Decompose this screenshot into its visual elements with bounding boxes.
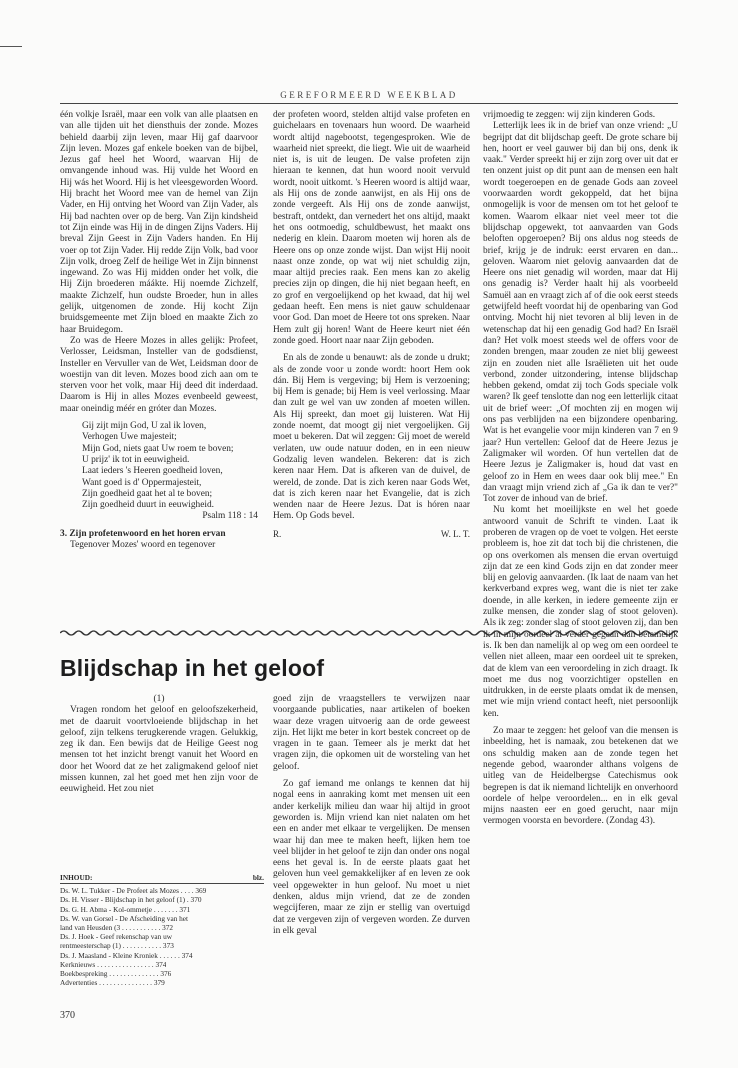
paragraph: één volkje Israël, maar een volk van alle plaatsen en van alle tijden uit het diensthuis der zonde. Mozes behield daarbij zijn leven, maar Hij gaf daarvoor Zijn leven. Mozes gaf enkele boeken van de bijbel, Jezus gaf heel het Woord, waarvan Hij de omvangende inhoud was. Hij vulde het Woord en Hij wás het Woord. Hij is het vleesgeworden Woord. Hij bracht het Woord mee van de hemel van Zijn Vader, en Hij ontving het Woord van Zijn Vader, als Hij bad nachten over op de berg. Van Zijn kindsheid tot Zijn einde was Hij in de dingen Zijns Vaders. Hij breval Zijn Geest in Zijn Vaders handen. En Hij voer op tot Zijn Vader. Hij redde Zijn Volk, bad voor Zijn volk, droeg Zelf de heilige Wet in Zijn binnenst ingewand. Zo was Hij midden onder het volk, die Hij Zijn broederen máákte. Hij noemde Zichzelf, maakte Zichzelf, hun oudste Broeder, hun in alles gelijk, uitgenomen de zonde. Hij kocht Zijn bruidsgemeente met Zijn bloed en maakte Zich zo haar Bruidegom. [60, 110, 258, 335]
poem-line: Want goed is d' Oppermajesteit, [82, 477, 202, 488]
toc-page-label: blz. [252, 873, 264, 882]
toc-entry[interactable]: Ds. J. Maasland - Kleine Kroniek . . . . . . 374 [60, 950, 193, 960]
poem-line: Gij zijt mijn God, U zal ik loven, [82, 421, 207, 432]
toc-entry[interactable]: Ds. G. H. Abma - Kol-ommetje . . . . . . . 371 [60, 904, 191, 914]
psalm-reference: Psalm 118 : 14 [202, 511, 258, 522]
signature-right: W. L. T. [440, 528, 470, 539]
poem-line: Mijn God, niets gaat Uw roem te boven; [82, 443, 234, 454]
lower-column-2 [273, 694, 470, 937]
paragraph: Zo was de Heere Mozes in alles gelijk: Profeet, Verlosser, Leidsman, Insteller van de godsdienst, Insteller en Vervuller van de Wet, Leidsman door de woestijn van dit leven. Mozes bood zich aan om te sterven voor het volk, maar Hij deed dit inderdaad. Daarom is Hij in alles Mozes evenbeeld geweest, maar oneindig méér en gróter dan Mozes. [60, 335, 258, 414]
toc-entry[interactable]: Ds. W. L. Tukker - De Profeet als Mozes . . . . 369 [60, 886, 207, 896]
toc-entry[interactable]: rentmeesterschap (1) . . . . . . . . . . . 373 [60, 941, 174, 951]
signature [273, 529, 470, 540]
paragraph: vrijmoedig te zeggen: wij zijn kinderen Gods. [483, 110, 656, 120]
poem-line: Zijn goedheid gaat het al te boven; [82, 488, 213, 499]
toc-entry[interactable]: land van Heusden (3 . . . . . . . . . . . 372 [60, 923, 174, 933]
toc-heading: INHOUD: [60, 873, 93, 882]
paragraph: Nu komt het moeilijkste en wel het goede antwoord vanuit de Schrift te vinden. Laat ik proberen de vragen op de voet te volgen. Het eerste probleem is, hoe zit dat toch bij die christenen, die op ons overkomen als mensen die ervan overtuigd zijn dat ze een kind Gods zijn en dat zonder meer blij en gelovig aanvaarden. (Ik laat de naam van het kerkverband expres weg, want die is niet ter zake doende, in alle kerken, in iedere gemeente zijn er zulke mensen, die zonder slag of stoot geloven). Als ik zeg: zonder slag of stoot geloven zij, dan ben ik in mijn oordeel al verder gegaan dan betamelijk is. Ik ben dan namelijk al op weg om een oordeel te vellen niet alleen, maar een oordeel uit te spreken, dat de klem van een veroordeling in zich draagt. Ik moet me dus nog voorzichtiger opstellen en uitdrukken, in de eerste plaats omdat ik de mensen, met wie mijn vriend contact heeft, niet persoonlijk ken. [483, 505, 678, 719]
section-heading: 3. Zijn profetenwoord en het horen ervan [60, 528, 226, 539]
paragraph: der profeten woord, stelden altijd valse profeten en guichelaars en tovenaars hun woord. De waarheid wordt altijd nagebootst, tegengesproken. Wie de waarheid niet spreekt, die liegt. Wie uit de waarheid niet is, is uit de leugen. De valse profeten zijn hieraan te kennen, dat hun woord nooit vervuld wordt, nooit uitkomt. 's Heeren woord is altijd waar, als Hij ons de zonde aanwijst, en als Hij ons de zonde vergeeft. Als Hij ons de zonde aanwijst, bestraft, ontdekt, dan vernedert het ons altijd, maakt het ons ootmoedig, schuldbewust, het maakt ons nederig en klein. Daarom moeten wij horen als de Heere ons op onze zonde wijst. Dan wijst Hij nooit naast onze zonde, op wat wij niet schuldig zijn, maar altijd precies raak. Een mens kan zo akelig precies zijn op dingen, die hij niet begaan heeft, en zo grof en vergoelijkend op het kwaad, dat hij wel gedaan heeft. Een mens is niet gauw schuldenaar voor God. Dan moet de Heere tot ons spreken. Naar Hem zult gij horen! Want de Heere keurt niet één zonde goed. Hoort naar naar Zijn geboden. [273, 110, 470, 346]
poem-line: Verhogen Uwe majesteit; [82, 432, 177, 443]
poem-line: Laat ieders 's Heeren goedheid loven, [82, 466, 223, 477]
toc-entry[interactable]: Ds. J. Hoek - Geef rekenschap van uw [60, 932, 173, 942]
toc-entry[interactable]: Ds. W. van Gorsel - De Afscheiding van het [60, 913, 189, 923]
upper-column-2 [273, 110, 470, 540]
article-title: Blijdschap in het geloof [60, 655, 325, 681]
running-header: GEREFORMEERD WEEKBLAD [280, 90, 458, 100]
poem-line: U prijz' ik tot in eeuwigheid. [82, 454, 190, 465]
paragraph: Letterlijk lees ik in de brief van onze vriend: „U begrijpt dat dit blijdschap geeft. De grote schare bij hen, hoort er veel gauwer bij dan bij ons, denk ik vaak." Verder spreekt hij er zijn zorg over uit dat er ten onzent juist op dit punt aan de mensen een halt wordt toegeroepen en de genade Gods aan zoveel voorwaarden wordt gekoppeld, dat het bijna onmogelijk is voor de mensen om tot het geloof te komen. Waarom elkaar niet veel meer tot die blijdschap opgewekt, tot aanvaarden van Gods beloften opgeroepen? Bij ons aldus nog steeds de brief, krijg je de indruk: eerst ervaren en dan... geloven. Waarom niet gelovig aanvaarden dat de Heere ons niet genadig wil worden, maar dat Hij ons genadig is? Verder haalt hij als voorbeeld Samuël aan en vraagt zich af of die ook eerst steeds getwijfeld heeft voordat hij de openbaring van God ontving. Mocht hij niet tevoren al blij leven in de wetenschap dat hij een genadig God had? En Israël dan? Het volk moest steeds wel de offers voor de zonden brengen, maar zouden ze niet blij geweest zijn en zouden niet alle Israëlieten uit het oude verbond, zonder uitzondering, intense blijdschap hebben gekend, omdat zij toch Gods speciale volk waren? Ik geef tenslotte dan nog een letterlijk citaat uit de brief weer: „Of mochten zij en mogen wij ons pas verblijden na een bijzondere openbaring. Wat is het evangelie voor mijn kinderen van 7 en 9 jaar? Hun vertellen: Geloof dat de Heere Jezus je Zaligmaker wil worden. Of hun vertellen dat de Heere Jezus je Zaligmaker is, houd dat vast en geloof zo in Hem en wees daar ook blij mee." En dan vraagt mijn vriend zich af „Ga ik dan te ver?" Tot zover de inhoud van de brief. [483, 121, 678, 505]
paragraph: Zo gaf iemand me onlangs te kennen dat hij nogal eens in aanraking komt met mensen uit een ander kerkelijk milieu dan waar hij altijd in groot geworden is. Mijn vriend kan niet nalaten om het een en ander met elkaar te vergelijken. De mensen waar hij dan mee te maken heeft, lijken hem toe veel blijder in het geloof te zijn dan onder ons nogal eens het geval is. In de eerste plaats gaat het geloven hun veel gemakkelijker af en leven ze ook veel opgewekter in hun geloof. Nu moet u niet denken, aldus mijn vriend, dat ze de zonden wegcijferen, maar ze zijn er stellig van overtuigd dat ze vergeven zijn of vergeven worden. Ze durven in elk geval [273, 779, 470, 936]
lower-column-1 [60, 694, 258, 796]
paragraph: En als de zonde u benauwt: als de zonde u drukt; als de zonde voor u zonde wordt: hoort Hem ook dán. Bij Hem is vergeving; bij Hem is verzoening; bij Hem is genade; bij Hem is veel verlossing. Maar dan zult ge wel van uw zonden af moeten willen. Als Hij spreekt, dan moet gij luisteren. Wat Hij zonde noemt, dat moogt gij niet vergoelijken. Gij moet u bekeren. Dat wil zeggen: Gij moet de wereld verlaten, uw oude natuur doden, en in een nieuw Godzalig leven wandelen. Bekeren: dat is zich keren naar Hem. Dat is afkeren van de duivel, de wereld, de zonde. Dat is zich keren naar Gods Wet, dat is zich keren naar het Evangelie, dat is zich wenden naar de Heere Jezus. Dat is hóren naar Hem. Op Gods bevel. [273, 353, 470, 522]
poem-line: Zijn goedheid duurt in eeuwigheid. [82, 500, 215, 511]
toc-entry[interactable]: Boekbespreking . . . . . . . . . . . . . . 376 [60, 969, 172, 979]
table-of-contents [60, 873, 264, 987]
toc-entry[interactable]: Advertenties . . . . . . . . . . . . . . . 379 [60, 978, 165, 988]
upper-column-1 [60, 110, 258, 551]
paragraph: Tegenover Mozes' woord en tegenover [70, 539, 216, 550]
edge-mark [0, 46, 22, 47]
toc-entry[interactable]: Ds. H. Visser - Blijdschap in het geloof (1) . 370 [60, 895, 202, 905]
header-rule [60, 103, 678, 104]
right-column [483, 110, 678, 828]
paragraph: Zo maar te zeggen: het geloof van die mensen is inbeelding, het is namaak, zou betekenen dat we ons schuldig maken aan de zonde tegen het negende gebod, waaronder althans volgens de uitleg van de Heidelbergse Catechismus ook begrepen is dat ik niemand lichtelijk en onverhoord oordele of helpe veroordelen... en in elk geval mijns naasten eer en goed gerucht, naar mijn vermogen voorsta en bevordere. (Zondag 43). [483, 726, 678, 827]
paragraph: goed zijn de vraagstellers te verwijzen naar voorgaande publicaties, naar artikelen of boeken waar deze vragen uitvoerig aan de orde geweest zijn. Het lijkt me beter in kort bestek concreet op de vragen in te gaan. Temeer als je merkt dat het vragen zijn, die opkomen uit de worsteling van het geloof. [273, 694, 470, 772]
toc-header [60, 873, 264, 884]
page-number: 370 [60, 1010, 75, 1021]
psalm-quote [60, 421, 258, 523]
signature-left: R. [273, 528, 282, 539]
paragraph: Vragen rondom het geloof en geloofszekerheid, met de daaruit voortvloeiende blijdschap in het geloof, zijn telkens terugkerende vragen. Gelukkig, zeg ik dan. Een bewijs dat de Heilige Geest nog mensen tot het inzicht brengt vanuit het Woord en door het Woord dat ze het zaligmakend geloof niet missen kunnen, zal het goed met hen zijn voor de eeuwigheid. Het zou niet [60, 705, 258, 795]
toc-entry[interactable]: Kerknieuws . . . . . . . . . . . . . . . . 374 [60, 959, 167, 969]
article-part: (1) [153, 694, 165, 704]
